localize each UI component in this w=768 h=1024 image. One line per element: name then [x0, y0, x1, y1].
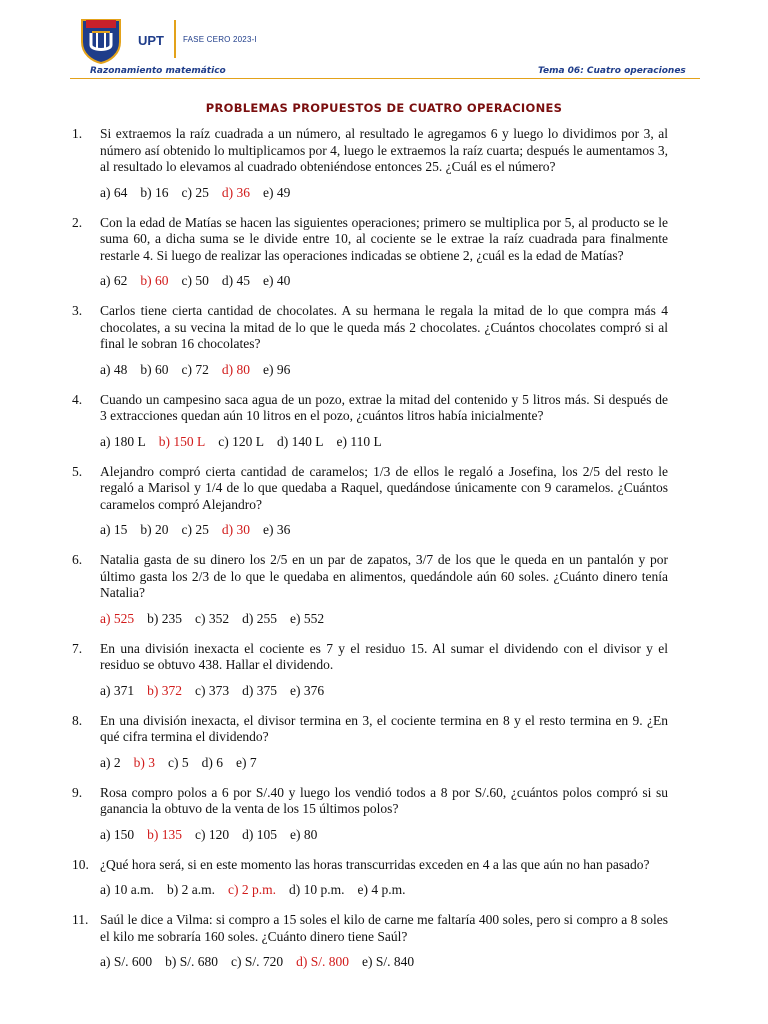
answer-option: b) 60: [140, 361, 169, 377]
answer-option: d) 45: [221, 273, 250, 288]
answer-options: [100, 755, 768, 771]
header-divider: [174, 20, 176, 58]
answer-options: [100, 882, 768, 898]
problem-item: [0, 785, 768, 843]
answer-option: c) 120 L: [218, 433, 264, 449]
answer-option: c) S/. 720: [231, 954, 284, 969]
problem-statement: En una división inexacta el cociente es 7 y el residuo 15. Al sumar el dividendo con el divisor y el residuo se obtuvo 438. Hallar el dividendo.: [100, 640, 668, 672]
problem-number: 7.: [72, 640, 83, 656]
problem-statement: Saúl le dice a Vilma: si compro a 15 soles el kilo de carne me faltaría 400 soles, pero si compro a 8 soles el kilo me sobraría 160 soles. ¿Cuánto dinero tiene Saúl?: [100, 912, 668, 944]
brand-name: UPT: [138, 33, 164, 48]
correct-answer-option: a) 525: [100, 610, 135, 626]
answer-option: b) 2 a.m.: [166, 882, 215, 897]
phase-label: FASE CERO 2023-I: [183, 35, 257, 44]
problem-item: [0, 552, 768, 627]
answer-options: [100, 683, 768, 699]
header-rule: [70, 78, 700, 79]
university-seal-icon: [78, 16, 124, 64]
problem-statement: Si extraemos la raíz cuadrada a un número, al resultado le agregamos 6 y luego lo dividimos por 3, al número así obtenido lo multiplicamos por 4, luego le extraemos la raíz cuarta; después le aumentamos 3, al resultado lo elevamos al cuadrado obteniéndose entonces 25. ¿Cuál es el número?: [100, 126, 668, 174]
answer-option: d) 105: [242, 826, 277, 842]
answer-option: c) 120: [195, 826, 230, 842]
page-header: [70, 14, 700, 64]
answer-options: [100, 273, 768, 289]
answer-option: a) 2: [100, 754, 121, 770]
problem-statement: Rosa compro polos a 6 por S/.40 y luego los vendió todos a 8 por S/.60, ¿cuántos polos compró si su ganancia la obtuvo de la venta de los 15 últimos polos?: [100, 784, 668, 816]
answer-option: e) S/. 840: [362, 954, 415, 969]
correct-answer-option: b) 150 L: [158, 433, 206, 449]
answer-option: a) 48: [100, 361, 128, 377]
answer-option: d) 375: [242, 682, 277, 698]
problem-number: 8.: [72, 712, 83, 728]
problem-statement: En una división inexacta, el divisor termina en 3, el cociente termina en 8 y el resto termina en 9. ¿En qué cifra termina el dividendo?: [100, 712, 668, 744]
answer-option: e) 96: [263, 361, 291, 377]
answer-option: a) 15: [100, 522, 128, 537]
correct-answer-option: d) 30: [221, 522, 250, 537]
problem-item: [0, 303, 768, 378]
answer-option: a) 180 L: [100, 433, 146, 449]
answer-option: a) 64: [100, 184, 128, 200]
answer-option: c) 25: [181, 184, 209, 200]
answer-option: d) 255: [242, 610, 277, 626]
answer-option: e) 552: [290, 610, 325, 626]
problem-item: [0, 126, 768, 201]
answer-option: e) 49: [263, 184, 291, 200]
problem-number: 4.: [72, 391, 83, 407]
answer-option: b) 16: [140, 184, 169, 200]
answer-option: e) 110 L: [336, 433, 382, 449]
answer-options: [100, 954, 768, 970]
problem-statement: Cuando un campesino saca agua de un pozo, extrae la mitad del contenido y 5 litros más. Si después de 3 extracciones quedan aún 10 litros en el pozo, ¿cuántos litros había inicialmente?: [100, 391, 668, 423]
problem-item: [0, 392, 768, 450]
problem-number: 11.: [72, 912, 89, 927]
answer-option: a) 62: [100, 273, 128, 288]
problem-number: 2.: [72, 214, 83, 230]
correct-answer-option: b) 60: [140, 273, 169, 288]
correct-answer-option: d) 80: [221, 361, 250, 377]
topic-name: Tema 06: Cuatro operaciones: [538, 66, 686, 76]
correct-answer-option: c) 2 p.m.: [227, 882, 276, 897]
answer-option: b) 20: [140, 522, 169, 537]
correct-answer-option: d) S/. 800: [296, 954, 350, 969]
answer-option: a) 371: [100, 682, 135, 698]
problem-number: 1.: [72, 126, 83, 141]
problem-item: [0, 912, 768, 970]
answer-option: e) 80: [290, 826, 318, 842]
answer-option: c) 25: [181, 522, 209, 537]
answer-option: c) 373: [195, 682, 230, 698]
answer-options: [100, 362, 768, 378]
answer-options: [100, 827, 768, 843]
problem-number: 3.: [72, 303, 83, 318]
problem-number: 10.: [72, 856, 89, 872]
problem-item: [0, 641, 768, 699]
answer-option: a) S/. 600: [100, 954, 153, 969]
answer-option: d) 10 p.m.: [288, 882, 345, 897]
answer-option: c) 72: [181, 361, 209, 377]
answer-option: b) S/. 680: [165, 954, 219, 969]
problem-number: 6.: [72, 552, 83, 567]
answer-option: e) 7: [236, 754, 257, 770]
page-title: PROBLEMAS PROPUESTOS DE CUATRO OPERACIONES: [205, 101, 563, 115]
problem-statement: Con la edad de Matías se hacen las siguientes operaciones; primero se multiplica por 5, al producto se le suma 60, a dicha suma se le divide entre 10, al cociente se le extrae la raíz cuadrada para finalmente restarle 4. Si luego de realizar las operaciones indicadas se obtiene 2, ¿cuál es la edad de Matías?: [100, 214, 668, 263]
answer-option: e) 40: [263, 273, 291, 288]
answer-option: a) 150: [100, 826, 135, 842]
course-name: Razonamiento matemático: [90, 66, 226, 76]
problem-item: [0, 215, 768, 290]
correct-answer-option: b) 135: [147, 826, 182, 842]
answer-option: b) 235: [147, 610, 182, 626]
problem-statement: Alejandro compró cierta cantidad de caramelos; 1/3 de ellos le regaló a Josefina, los 2/5 del resto le regaló a Marisol y 1/4 de lo que quedaba a Raquel, quedándose únicamente con 9 caramelos. ¿Cuántos caramelos compró Alejandro?: [100, 463, 668, 512]
problem-item: [0, 713, 768, 771]
correct-answer-option: b) 372: [147, 682, 182, 698]
problem-list: [0, 126, 768, 984]
answer-option: c) 5: [168, 754, 189, 770]
answer-option: a) 10 a.m.: [100, 882, 154, 897]
problem-number: 5.: [72, 463, 83, 479]
answer-option: d) 6: [201, 754, 223, 770]
problem-statement: Natalia gasta de su dinero los 2/5 en un par de zapatos, 3/7 de los que le queda en un pantalón y por último gasta los 2/3 de lo que le quedaba en alimentos, quedándole aún 60 soles. ¿Cuánto dinero tenía Natalia?: [100, 552, 668, 600]
answer-option: e) 376: [290, 682, 325, 698]
answer-options: [100, 185, 768, 201]
problem-item: [0, 464, 768, 539]
problem-statement: Carlos tiene cierta cantidad de chocolates. A su hermana le regala la mitad de lo que compra más 4 chocolates, a su vecina la mitad de lo que le queda más 2 chocolates. ¿Cuántos chocolates compró si al final le sobran 16 chocolates?: [100, 303, 668, 351]
answer-option: e) 36: [263, 522, 291, 537]
problem-item: [0, 857, 768, 899]
answer-options: [100, 434, 768, 450]
answer-option: d) 140 L: [276, 433, 324, 449]
problem-number: 9.: [72, 784, 83, 800]
answer-options: [100, 522, 768, 538]
answer-option: c) 352: [195, 610, 230, 626]
answer-option: c) 50: [181, 273, 209, 288]
problem-statement: ¿Qué hora será, si en este momento las horas transcurridas exceden en 4 a las que aún no han pasado?: [100, 856, 650, 872]
answer-options: [100, 611, 768, 627]
correct-answer-option: d) 36: [221, 184, 250, 200]
answer-option: e) 4 p.m.: [357, 882, 406, 897]
correct-answer-option: b) 3: [133, 754, 155, 770]
